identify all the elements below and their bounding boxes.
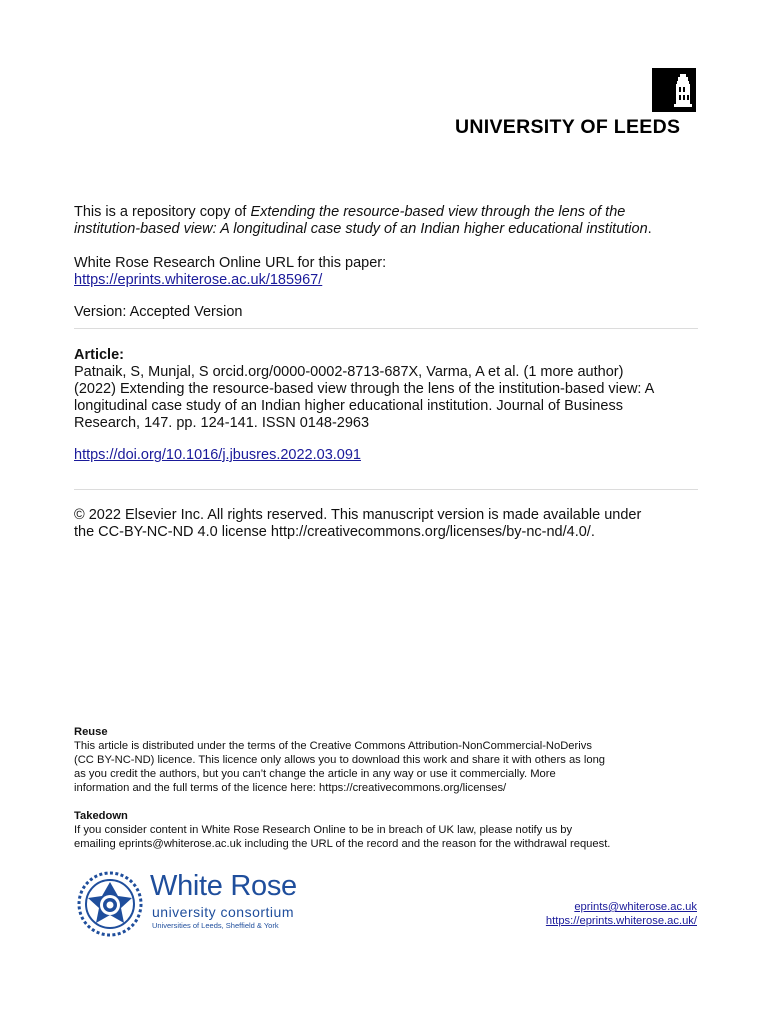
reuse-heading: Reuse	[74, 726, 108, 738]
citation-line: (2022) Extending the resource-based view through the lens of the institution-based view: A	[74, 381, 655, 397]
reuse-line: as you credit the authors, but you can’t change the article in any way or use it commercially. More	[74, 768, 556, 780]
citation-line: Research, 147. pp. 124-141. ISSN 0148-2963	[74, 415, 370, 431]
citation-line: Patnaik, S, Munjal, S orcid.org/0000-0002-8713-687X, Varma, A et al. (1 more author)	[74, 364, 624, 380]
intro-prefix: This is a repository copy of	[74, 204, 251, 220]
white-rose-title: White Rose	[150, 870, 297, 902]
divider	[74, 328, 698, 329]
article-heading: Article:	[74, 347, 124, 363]
leeds-tower-icon	[652, 68, 696, 112]
copyright-line: © 2022 Elsevier Inc. All rights reserved. This manuscript version is made available under	[74, 507, 642, 523]
divider	[74, 489, 698, 490]
white-rose-universities: Universities of Leeds, Sheffield & York	[152, 921, 279, 930]
reuse-section	[74, 725, 714, 795]
reuse-line: This article is distributed under the terms of the Creative Commons Attribution-NonCommercial-NoDerivs	[74, 740, 592, 752]
takedown-line: emailing eprints@whiterose.ac.uk including the URL of the record and the reason for the withdrawal request.	[74, 838, 611, 850]
copyright-notice	[74, 507, 714, 541]
paper-title-line-1: Extending the resource-based view through the lens of the	[250, 204, 626, 220]
university-name: UNIVERSITY OF LEEDS	[455, 116, 681, 138]
reuse-line: (CC BY-NC-ND) licence. This licence only allows you to download this work and share it with others as long	[74, 754, 606, 766]
paper-url-link[interactable]: https://eprints.whiterose.ac.uk/185967/	[74, 272, 323, 288]
contact-links	[546, 900, 697, 928]
eprints-email-link[interactable]: eprints@whiterose.ac.uk	[574, 901, 697, 913]
takedown-line: If you consider content in White Rose Research Online to be in breach of UK law, please notify us by	[74, 824, 573, 836]
repository-copy-statement	[74, 204, 704, 238]
paper-title-line-2: institution-based view: A longitudinal case study of an Indian higher educational institution	[74, 221, 648, 237]
takedown-section	[74, 809, 714, 851]
version-text: Version: Accepted Version	[74, 304, 243, 320]
university-of-leeds-logo	[455, 68, 700, 138]
intro-suffix: .	[647, 221, 652, 237]
white-rose-logo	[74, 868, 304, 940]
url-label: White Rose Research Online URL for this paper:	[74, 255, 387, 271]
white-rose-subtitle: university consortium	[152, 904, 294, 920]
article-citation	[74, 347, 704, 432]
doi-link[interactable]: https://doi.org/10.1016/j.jbusres.2022.03.091	[74, 447, 361, 463]
research-url-block	[74, 255, 704, 289]
eprints-site-link[interactable]: https://eprints.whiterose.ac.uk/	[545, 915, 697, 927]
takedown-heading: Takedown	[74, 810, 128, 822]
copyright-line: the CC-BY-NC-ND 4.0 license http://creativecommons.org/licenses/by-nc-nd/4.0/.	[74, 524, 595, 540]
reuse-line: information and the full terms of the licence here: https://creativecommons.org/licenses/	[74, 782, 507, 794]
citation-line: longitudinal case study of an Indian higher educational institution. Journal of Business	[74, 398, 623, 414]
white-rose-emblem-icon	[74, 868, 146, 940]
